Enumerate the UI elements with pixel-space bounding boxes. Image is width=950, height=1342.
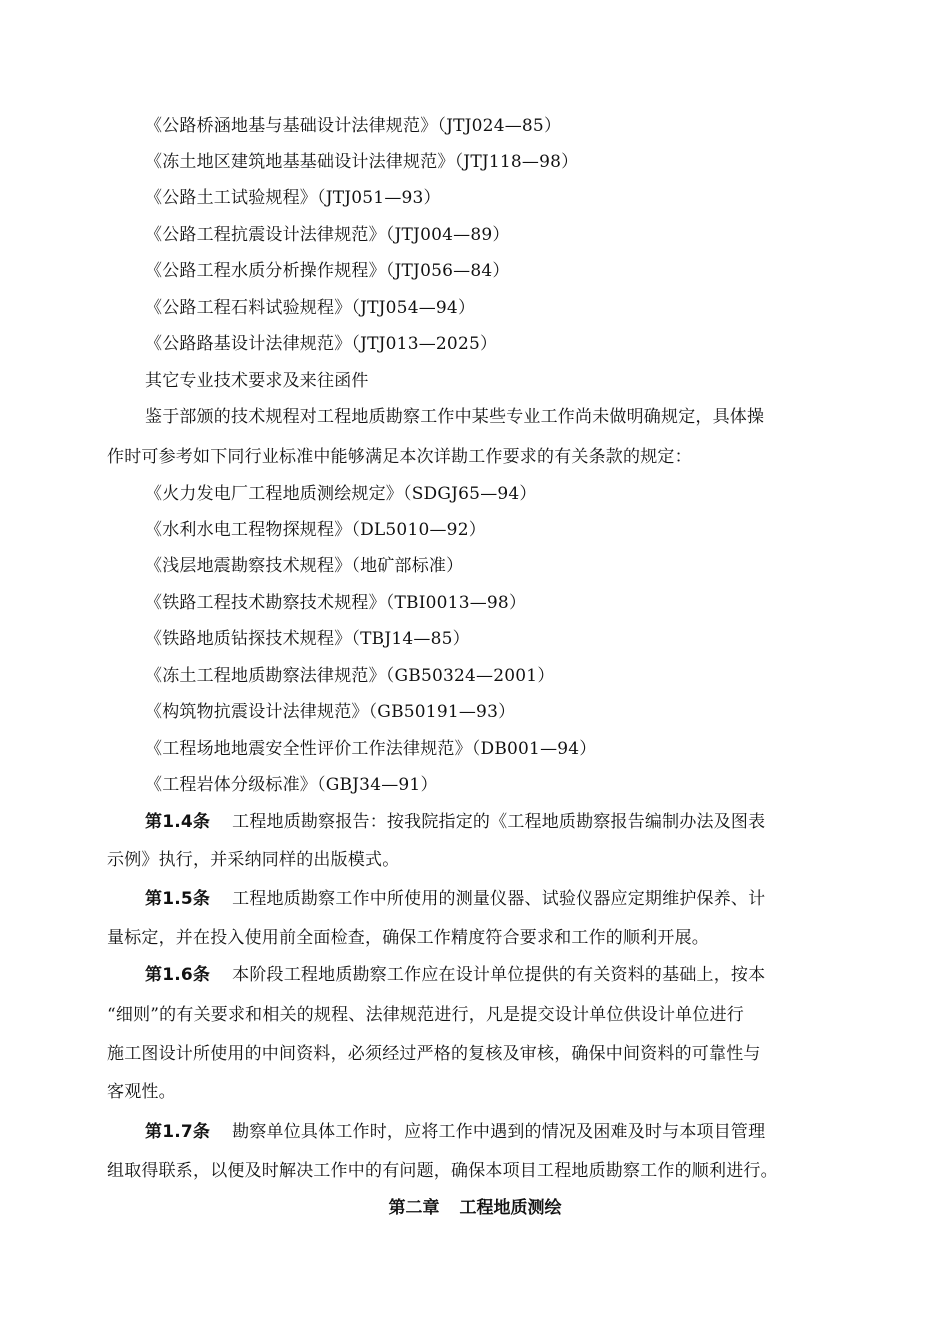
article-1-5 [145, 887, 765, 911]
reference-item: 《冻土工程地质勘察法律规范》（GB50324—2001） [145, 666, 555, 686]
reference-item: 《工程岩体分级标准》（GBJ34—91） [145, 775, 438, 795]
paragraph-line: “细则”的有关要求和相关的规程、法律规范进行，凡是提交设计单位供设计单位进行 [107, 1005, 744, 1025]
paragraph-line: 示例》执行，并采纳同样的出版模式。 [107, 850, 400, 870]
paragraph-line: 施工图设计所使用的中间资料，必须经过严格的复核及审核，确保中间资料的可靠性与 [107, 1044, 761, 1064]
article-1-6 [145, 963, 765, 987]
reference-item: 《冻土地区建筑地基基础设计法律规范》（JTJ118—98） [145, 152, 579, 172]
article-number: 第1.7条 [145, 1122, 211, 1142]
reference-item: 《公路桥涵地基与基础设计法律规范》（JTJ024—85） [145, 116, 562, 136]
article-1-4 [145, 810, 765, 834]
paragraph-line: 本阶段工程地质勘察工作应在设计单位提供的有关资料的基础上，按本 [232, 965, 766, 985]
reference-item: 《铁路工程技术勘察技术规程》（TBI0013—98） [145, 593, 527, 613]
paragraph-line: 工程地质勘察报告：按我院指定的《工程地质勘察报告编制办法及图表 [232, 812, 766, 832]
article-number: 第1.6条 [145, 965, 211, 985]
reference-item: 《火力发电厂工程地质测绘规定》（SDGJ65—94） [145, 484, 537, 504]
paragraph-line: 工程地质勘察工作中所使用的测量仪器、试验仪器应定期维护保养、计 [232, 889, 766, 909]
reference-item: 《构筑物抗震设计法律规范》（GB50191—93） [145, 702, 516, 722]
chapter-heading [0, 1196, 950, 1220]
chapter-title: 工程地质测绘 [459, 1198, 562, 1218]
reference-item: 《公路工程水质分析操作规程》（JTJ056—84） [145, 261, 510, 281]
reference-item: 《公路工程石料试验规程》（JTJ054—94） [145, 298, 476, 318]
paragraph-line: 量标定，并在投入使用前全面检查，确保工作精度符合要求和工作的顺利开展。 [107, 928, 709, 948]
article-number: 第1.5条 [145, 889, 211, 909]
paragraph-line: 鉴于部颁的技术规程对工程地质勘察工作中某些专业工作尚未做明确规定，具体操 [145, 407, 765, 427]
section-heading: 其它专业技术要求及来往函件 [145, 371, 369, 391]
reference-item: 《工程场地地震安全性评价工作法律规范》（DB001—94） [145, 739, 597, 759]
reference-item: 《公路路基设计法律规范》（JTJ013—2025） [145, 334, 498, 354]
reference-item: 《公路工程抗震设计法律规范》（JTJ004—89） [145, 225, 510, 245]
article-1-7 [145, 1120, 765, 1144]
paragraph-line: 客观性。 [107, 1082, 176, 1102]
paragraph-line: 勘察单位具体工作时，应将工作中遇到的情况及困难及时与本项目管理 [232, 1122, 766, 1142]
paragraph-line: 组取得联系，以便及时解决工作中的有问题，确保本项目工程地质勘察工作的顺利进行。 [107, 1161, 778, 1181]
reference-item: 《公路土工试验规程》（JTJ051—93） [145, 188, 441, 208]
chapter-number: 第二章 [388, 1198, 440, 1218]
reference-item: 《铁路地质钻探技术规程》（TBJ14—85） [145, 629, 470, 649]
article-number: 第1.4条 [145, 812, 211, 832]
paragraph-line: 作时可参考如下同行业标准中能够满足本次详勘工作要求的有关条款的规定： [107, 447, 692, 467]
reference-item: 《水利水电工程物探规程》（DL5010—92） [145, 520, 486, 540]
reference-item: 《浅层地震勘察技术规程》（地矿部标准） [145, 556, 464, 576]
